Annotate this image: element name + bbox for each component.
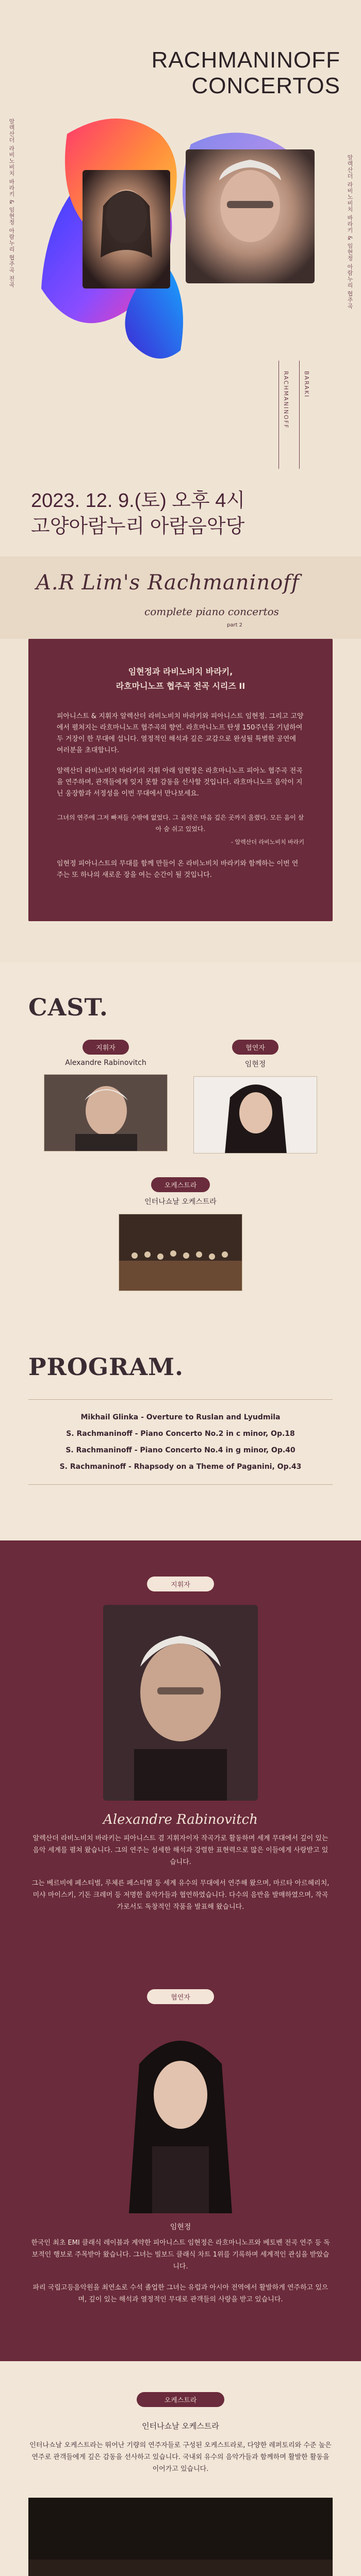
pianist-photo: [193, 1076, 317, 1154]
hero-venue: 고양아람누리 아람음악당: [31, 516, 245, 537]
orchestra-bio: 인터나쇼날 오케스트라는 뛰어난 기량의 연주자들로 구성된 오케스트라로, 다양한 레퍼토리와 수준 높은 연주로 관객들에게 깊은 감동을 선사하고 있습니다. 국내외 유수의 음악가들과 함께하며 활발한 활동을 이어가고 있습니다.: [29, 2442, 332, 2473]
pianist-bio-1: 한국인 최초 EMI 클래식 레이블과 계약한 피아니스트 임현정은 라흐마니노프와 베토벤 전곡 연주 등 독보적인 행보로 주목받아 왔습니다. 그녀는 빌보드 클래식 차트 1위를 기록하며 세계적인 관심을 받았습니다.: [31, 2239, 330, 2270]
hero-section: [0, 0, 361, 556]
pianist-profile-pill: 협연자: [147, 1989, 214, 2004]
intro-paragraph-2: 알렉산더 라비노비치 바라키의 지휘 아래 임현정은 라흐마니노프 피아노 협주곡 전곡을 연주하며, 관객들에게 잊지 못할 감동을 선사할 것입니다. 라흐마니노프 음악이 지닌 웅장함과 서정성을 이번 무대에서 만나보세요.: [57, 767, 303, 798]
cast-orchestra: [28, 1177, 333, 1291]
pianist-portrait: [103, 2018, 258, 2213]
conductor-profile-pill: 지휘자: [147, 1577, 214, 1591]
program-item: S. Rachmaninoff - Piano Concerto No.2 in c minor, Op.18: [66, 1430, 295, 1438]
intro-quote-author: - 알렉산더 라비노비치 바라키: [231, 839, 304, 845]
pianist-profile-name: 임현정: [170, 2223, 191, 2231]
hero-title: [152, 47, 340, 99]
intro-paragraph-3: 임현정 피아니스트의 무대를 함께 만들어 온 라비노비치 바라키와 함께하는 이번 연주는 또 하나의 새로운 장을 여는 순간이 될 것입니다.: [57, 860, 299, 879]
conductor-bio-1: 알렉산더 라비노비치 바라키는 피아니스트 겸 지휘자이자 작곡가로 활동하며 세계 무대에서 깊이 있는 음악 세계를 펼쳐 왔습니다. 그의 연주는 섬세한 해석과 강렬한 표현력으로 많은 이들에게 사랑받고 있습니다.: [32, 1835, 329, 1866]
program-title: PROGRAM.: [28, 1353, 184, 1381]
conductor-pill: 지휘자: [83, 1040, 129, 1055]
hero-side-text-left: 알렉산더 라비노비치 바라키 & 임현정 아람누리 협주곡 전곡: [8, 118, 15, 289]
intro-quote: 그녀의 연주에 그저 빠져들 수밖에 없었다. 그 음악은 마음 깊은 곳까지 울렸다. 모든 음이 살아 숨 쉬고 있었다.: [57, 814, 304, 833]
signature-title: A.R Lim's Rachmaninoff: [36, 571, 300, 595]
cast-row: [28, 1040, 333, 1154]
intro-card: [28, 639, 333, 921]
intro-heading: [57, 665, 304, 693]
cast-card-orchestra: [119, 1177, 242, 1291]
hero-vertical-text-1: RACHMANINOFF: [283, 371, 289, 429]
cast-title: CAST.: [28, 993, 108, 1021]
program-item: S. Rachmaninoff - Rhapsody on a Theme of Paganini, Op.43: [59, 1463, 302, 1471]
orchestra-section-pill: 오케스트라: [137, 2392, 224, 2407]
hero-side-text-right: 알렉산더 라비노비치 바라키 & 임현정 아람누리 협주곡: [347, 155, 353, 310]
cast-section: [0, 962, 361, 1332]
intro-section: [0, 639, 361, 962]
intro-heading-line2: 라흐마니노프 협주곡 전곡 시리즈 II: [116, 681, 245, 691]
program-divider-top: [28, 1399, 333, 1400]
program-item: Mikhail Glinka - Overture to Ruslan and Lyudmila: [80, 1413, 281, 1421]
pianist-pill: 협연자: [232, 1040, 278, 1055]
hero-date: 2023. 12. 9.(토) 오후 4시: [31, 490, 245, 512]
program-list: [28, 1399, 333, 1485]
hero-title-line2: CONCERTOS: [191, 73, 340, 98]
hero-artwork: [36, 103, 325, 371]
signature-band: [0, 556, 361, 639]
signature-small: part 2: [227, 622, 243, 628]
program-section: [0, 1332, 361, 1540]
conductor-name: Alexandre Rabinovitch: [65, 1059, 146, 1067]
pianist-profile-section: [0, 1969, 361, 2361]
orchestra-section: [0, 2361, 361, 2576]
hero-vertical-line-2: [299, 361, 300, 469]
orchestra-pill: 오케스트라: [151, 1177, 210, 1192]
conductor-portrait: [103, 1605, 258, 1801]
conductor-bio-2: 그는 베르비에 페스티벌, 루체른 페스티벌 등 세계 유수의 무대에서 연주해 왔으며, 마르타 아르헤리치, 미샤 마이스키, 기돈 크레머 등 저명한 음악가들과 협연하였습니다. 다수의 음반을 발매하였으며, 작곡가로서도 독창적인 작품을 발표해 왔습니다.: [31, 1879, 330, 1911]
program-item: S. Rachmaninoff - Piano Concerto No.4 in g minor, Op.40: [65, 1446, 296, 1454]
orchestra-photo-large: [28, 2498, 333, 2576]
hero-title-line1: RACHMANINOFF: [151, 47, 340, 73]
pianist-name: 임현정: [244, 1060, 266, 1069]
conductor-profile-name: Alexandre Rabinovitch: [103, 1812, 258, 1827]
hero-vertical-text-2: BARAKI: [303, 371, 310, 398]
orchestra-photo: [119, 1214, 242, 1291]
conductor-profile-section: [0, 1540, 361, 1969]
intro-heading-line1: 임현정과 라비노비치 바라키,: [128, 667, 233, 676]
orchestra-name: 인터나쇼날 오케스트라: [144, 1198, 217, 1206]
cast-card-conductor: [44, 1040, 168, 1154]
program-divider-bottom: [28, 1484, 333, 1485]
pianist-bio-2: 파리 국립고등음악원을 최연소로 수석 졸업한 그녀는 유럽과 아시아 전역에서 활발하게 연주하고 있으며, 깊이 있는 해석과 열정적인 무대로 관객들의 사랑을 받고 있습니다.: [32, 2284, 329, 2303]
cast-card-pianist: [193, 1040, 317, 1154]
signature-subtitle: complete piano concertos: [144, 605, 279, 618]
intro-paragraph-1: 피아니스트 & 지휘자 알렉산더 라비노비치 바라키와 피아니스트 임현정. 그리고 고양에서 펼쳐지는 라흐마니노프 협주곡의 향연. 라흐마니노프 탄생 150주년을 기념하여 두 거장이 한 무대에 섭니다. 열정적인 해석과 깊은 교감으로 완성될 특별한 공연에 여러분을 초대합니다.: [57, 713, 304, 754]
conductor-photo: [44, 1074, 168, 1151]
hero-vertical-line-1: [278, 361, 279, 469]
orchestra-section-name: 인터나쇼날 오케스트라: [142, 2421, 219, 2431]
